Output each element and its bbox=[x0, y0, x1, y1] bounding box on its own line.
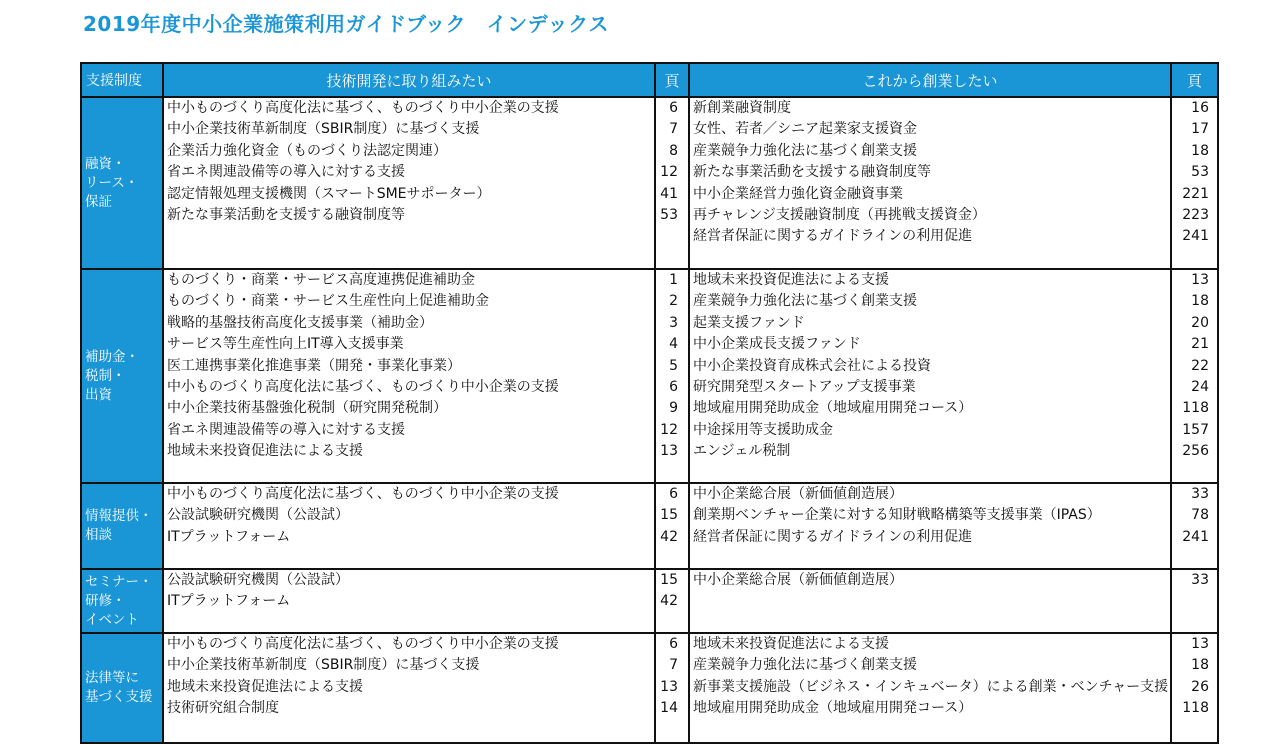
page-number: 16 bbox=[1191, 100, 1209, 116]
page-number: 6 bbox=[669, 100, 678, 116]
measure-item: 中小ものづくり高度化法に基づく、ものづくり中小企業の支援 bbox=[167, 378, 559, 395]
measure-item: 中小企業技術革新制度（SBIR制度）に基づく支援 bbox=[167, 121, 480, 138]
page-number: 118 bbox=[1182, 400, 1209, 417]
measure-item: 認定情報処理支援機関（スマートSMEサポーター） bbox=[167, 185, 491, 202]
measure-item: 企業活力強化資金（ものづくり法認定関連） bbox=[167, 142, 447, 159]
page-number: 53 bbox=[660, 206, 678, 223]
index-table bbox=[80, 62, 1219, 744]
measure-item: 省エネ関連設備等の導入に対する支援 bbox=[167, 421, 405, 438]
category-label: リース・ bbox=[85, 174, 139, 191]
page-number-cell bbox=[655, 97, 689, 269]
category-label: 税制・ bbox=[85, 367, 126, 384]
measure-item: 起業支援ファンド bbox=[693, 314, 805, 331]
measure-item: 中小企業技術革新制度（SBIR制度）に基づく支援 bbox=[167, 657, 480, 674]
category-label: 研修・ bbox=[85, 592, 126, 609]
measure-item: 中小企業経営力強化資金融資事業 bbox=[693, 185, 903, 202]
page-number: 6 bbox=[669, 636, 678, 652]
measure-item: 産業競争力強化法に基づく創業支援 bbox=[693, 293, 917, 310]
measure-item: 公設試験研究機関（公設試） bbox=[167, 572, 349, 588]
measure-item: 中小ものづくり高度化法に基づく、ものづくり中小企業の支援 bbox=[167, 100, 559, 116]
page-number: 18 bbox=[1191, 657, 1209, 674]
page-number: 3 bbox=[669, 314, 678, 331]
measure-item: 地域未来投資促進法による支援 bbox=[167, 443, 363, 460]
page-number: 118 bbox=[1182, 700, 1209, 717]
page-number-cell bbox=[655, 569, 689, 633]
page-number: 13 bbox=[660, 443, 678, 460]
measure-item: 経営者保証に関するガイドラインの利用促進 bbox=[693, 528, 973, 545]
page-number: 7 bbox=[669, 657, 678, 674]
page-number: 22 bbox=[1191, 357, 1209, 374]
page-number: 21 bbox=[1191, 336, 1209, 353]
measure-item: エンジェル税制 bbox=[693, 443, 791, 460]
measure-item-cell bbox=[163, 269, 655, 483]
measure-item: 中小企業投資育成株式会社による投資 bbox=[693, 357, 931, 374]
page-number: 15 bbox=[660, 572, 678, 588]
page-number: 4 bbox=[669, 336, 678, 353]
category-cell bbox=[81, 269, 163, 483]
measure-item-cell bbox=[689, 483, 1171, 569]
measure-item: ITプラットフォーム bbox=[167, 528, 291, 545]
measure-item-cell bbox=[163, 633, 655, 743]
page-number-cell bbox=[1171, 569, 1218, 633]
category-cell bbox=[81, 97, 163, 269]
category-cell bbox=[81, 483, 163, 569]
page-number: 9 bbox=[669, 400, 678, 417]
page-number: 223 bbox=[1182, 206, 1209, 223]
measure-item-cell bbox=[163, 483, 655, 569]
page-number: 6 bbox=[669, 378, 678, 395]
section-row bbox=[81, 569, 1218, 633]
section-row bbox=[81, 633, 1218, 743]
page-number: 7 bbox=[669, 121, 678, 138]
page-number-cell bbox=[655, 483, 689, 569]
measure-item: 地域未来投資促進法による支援 bbox=[693, 272, 889, 288]
table-header-row bbox=[81, 63, 1218, 97]
page-number: 18 bbox=[1191, 293, 1209, 310]
measure-item: 産業競争力強化法に基づく創業支援 bbox=[693, 657, 917, 674]
measure-item: 公設試験研究機関（公設試） bbox=[167, 507, 349, 524]
section-row bbox=[81, 483, 1218, 569]
category-label: 法律等に bbox=[85, 670, 139, 686]
measure-item: 産業競争力強化法に基づく創業支援 bbox=[693, 142, 917, 159]
page-number: 12 bbox=[660, 164, 678, 181]
measure-item: 技術研究組合制度 bbox=[167, 700, 279, 717]
measure-item-cell bbox=[689, 269, 1171, 483]
header-tech-development: 技術開発に取り組みたい bbox=[163, 63, 655, 97]
section-row bbox=[81, 97, 1218, 269]
measure-item: 中小企業総合展（新価値創造展） bbox=[693, 486, 903, 502]
page-number: 8 bbox=[669, 142, 678, 159]
measure-item: 新たな事業活動を支援する融資制度等 bbox=[693, 164, 931, 181]
category-cell bbox=[81, 633, 163, 743]
category-label: セミナー・ bbox=[85, 573, 153, 590]
page-title: 2019年度中小企業施策利用ガイドブック インデックス bbox=[83, 12, 609, 36]
measure-item-cell bbox=[163, 569, 655, 633]
measure-item: 中小ものづくり高度化法に基づく、ものづくり中小企業の支援 bbox=[167, 486, 559, 502]
table-body bbox=[81, 97, 1218, 743]
measure-item: 中小企業総合展（新価値創造展） bbox=[693, 572, 903, 588]
page-number: 5 bbox=[669, 357, 678, 374]
measure-item: 女性、若者／シニア起業家支援資金 bbox=[693, 121, 917, 138]
measure-item: 研究開発型スタートアップ支援事業 bbox=[693, 378, 916, 395]
section-row bbox=[81, 269, 1218, 483]
measure-item-cell bbox=[163, 97, 655, 269]
page-number: 13 bbox=[1191, 272, 1209, 288]
category-cell bbox=[81, 569, 163, 633]
measure-item: 新事業支援施設（ビジネス・インキュベータ）による創業・ベンチャー支援 bbox=[693, 678, 1169, 695]
page-number: 13 bbox=[1191, 636, 1209, 652]
page-number: 42 bbox=[660, 593, 678, 610]
page-number: 12 bbox=[660, 421, 678, 438]
page-number-cell bbox=[1171, 483, 1218, 569]
header-startup: これから創業したい bbox=[689, 63, 1171, 97]
page-number-cell bbox=[1171, 269, 1218, 483]
page-number: 13 bbox=[660, 678, 678, 695]
page-number: 2 bbox=[669, 293, 678, 310]
page-number: 15 bbox=[660, 507, 678, 524]
measure-item: サービス等生産性向上IT導入支援事業 bbox=[167, 336, 404, 353]
measure-item: 中小ものづくり高度化法に基づく、ものづくり中小企業の支援 bbox=[167, 636, 559, 652]
measure-item: 省エネ関連設備等の導入に対する支援 bbox=[167, 164, 405, 181]
page-number: 20 bbox=[1191, 314, 1209, 331]
measure-item: 医工連携事業化推進事業（開発・事業化事業） bbox=[167, 357, 461, 374]
measure-item: 地域未来投資促進法による支援 bbox=[167, 678, 363, 695]
measure-item: 地域雇用開発助成金（地域雇用開発コース） bbox=[693, 700, 973, 717]
page-number: 6 bbox=[669, 486, 678, 502]
page-number: 157 bbox=[1182, 421, 1209, 438]
page-number: 241 bbox=[1182, 228, 1209, 245]
category-label: イベント bbox=[85, 611, 139, 628]
measure-item: 経営者保証に関するガイドラインの利用促進 bbox=[693, 228, 973, 245]
measure-item: ものづくり・商業・サービス高度連携促進補助金 bbox=[167, 272, 475, 288]
page-number-cell bbox=[1171, 97, 1218, 269]
category-label: 補助金・ bbox=[85, 348, 139, 365]
page-number: 53 bbox=[1191, 164, 1209, 181]
measure-item-cell bbox=[689, 569, 1171, 633]
measure-item: 地域雇用開発助成金（地域雇用開発コース） bbox=[693, 400, 973, 417]
page-number: 1 bbox=[669, 272, 678, 288]
measure-item: ものづくり・商業・サービス生産性向上促進補助金 bbox=[167, 293, 489, 310]
page-number-cell bbox=[1171, 633, 1218, 743]
measure-item: ITプラットフォーム bbox=[167, 593, 291, 610]
measure-item: 中途採用等支援助成金 bbox=[693, 421, 833, 438]
page-number: 24 bbox=[1191, 378, 1209, 395]
page-number: 256 bbox=[1182, 443, 1209, 460]
measure-item: 新創業融資制度 bbox=[693, 100, 791, 116]
header-category: 支援制度 bbox=[81, 63, 163, 97]
page-number: 18 bbox=[1191, 142, 1209, 159]
measure-item: 戦略的基盤技術高度化支援事業（補助金） bbox=[167, 314, 433, 331]
measure-item: 中小企業技術基盤強化税制（研究開発税制） bbox=[167, 400, 447, 417]
category-label: 融資・ bbox=[85, 155, 126, 172]
header-page-right: 頁 bbox=[1171, 63, 1218, 97]
page-number: 41 bbox=[660, 185, 678, 202]
category-label: 情報提供・ bbox=[85, 508, 153, 524]
page-number: 33 bbox=[1191, 572, 1209, 588]
page-number: 42 bbox=[660, 528, 678, 545]
page-number-cell bbox=[655, 269, 689, 483]
page-number-cell bbox=[655, 633, 689, 743]
category-label: 基づく支援 bbox=[85, 689, 153, 705]
page-number: 17 bbox=[1191, 121, 1209, 138]
category-label: 保証 bbox=[85, 193, 112, 210]
page-number: 33 bbox=[1191, 486, 1209, 502]
measure-item: 地域未来投資促進法による支援 bbox=[693, 636, 889, 652]
page-number: 221 bbox=[1182, 185, 1209, 202]
header-page-left: 頁 bbox=[655, 63, 689, 97]
category-label: 出資 bbox=[85, 386, 112, 403]
measure-item: 新たな事業活動を支援する融資制度等 bbox=[167, 206, 405, 223]
measure-item: 創業期ベンチャー企業に対する知財戦略構築等支援事業（IPAS） bbox=[693, 507, 1101, 524]
measure-item: 再チャレンジ支援融資制度（再挑戦支援資金） bbox=[693, 206, 986, 223]
measure-item-cell bbox=[689, 633, 1171, 743]
category-label: 相談 bbox=[85, 527, 112, 543]
measure-item-cell bbox=[689, 97, 1171, 269]
page-number: 14 bbox=[660, 700, 678, 717]
page-number: 78 bbox=[1191, 507, 1209, 524]
measure-item: 中小企業成長支援ファンド bbox=[693, 336, 861, 353]
page-number: 26 bbox=[1191, 678, 1209, 695]
page-number: 241 bbox=[1182, 528, 1209, 545]
